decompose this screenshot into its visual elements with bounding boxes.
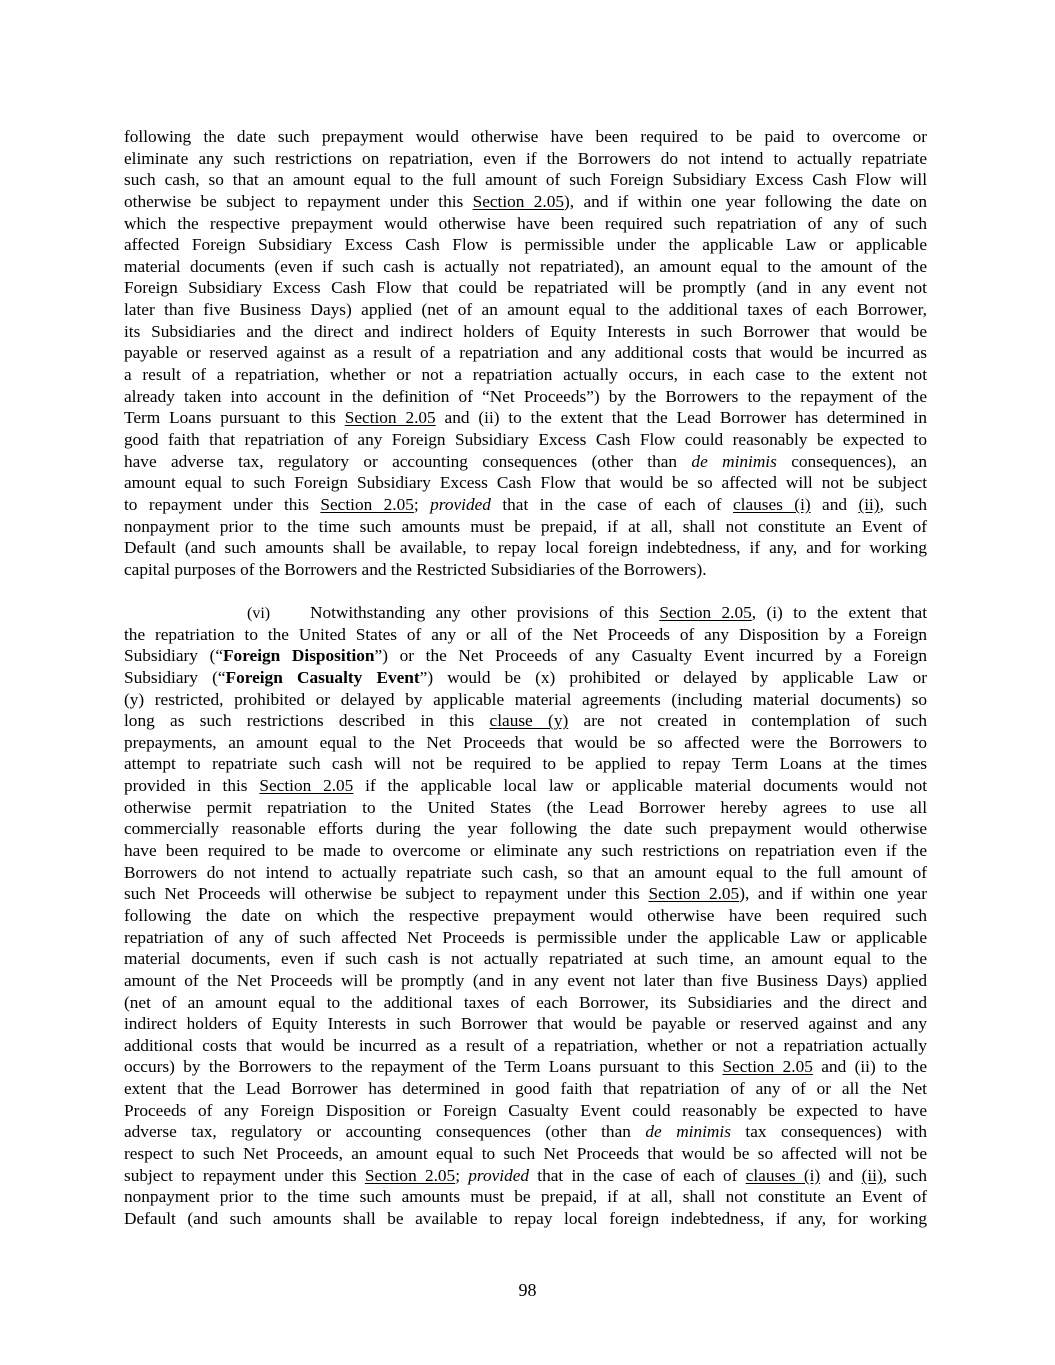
- cross-reference-link: (ii): [858, 494, 880, 514]
- text-line: [124, 818, 927, 840]
- text-run: payable or reserved against as a result of a repatriation and any additional costs that would be incurred as: [124, 343, 927, 363]
- text-run: ), and if within one year: [739, 884, 927, 904]
- text-run: respect to such Net Proceeds, an amount equal to such Net Proceeds that would be so affected will not be: [124, 1144, 927, 1164]
- text-line: [124, 948, 927, 970]
- text-line: [124, 1121, 927, 1143]
- text-line: [124, 1013, 927, 1035]
- text-line: [124, 126, 927, 148]
- text-run: material documents (even if such cash is actually not repatriated), an amount equal to the amount of the: [124, 256, 927, 276]
- text-line: [124, 1165, 927, 1187]
- cross-reference-link: Section 2.05: [320, 494, 414, 514]
- text-run: indirect holders of Equity Interests in such Borrower that would be payable or reserved against and any: [124, 1014, 927, 1034]
- text-line: [124, 1078, 927, 1100]
- text-line: [124, 559, 927, 581]
- text-run: (y) restricted, prohibited or delayed by applicable material agreements (including material documents) so: [124, 689, 927, 709]
- text-run: such Net Proceeds will otherwise be subject to repayment under this: [124, 884, 649, 904]
- text-run: good faith that repatriation of any Foreign Subsidiary Excess Cash Flow could reasonably be expected to: [124, 429, 927, 449]
- text-run: Proceeds of any Foreign Disposition or Foreign Casualty Event could reasonably be expected to have: [124, 1100, 927, 1120]
- text-line: [124, 645, 927, 667]
- text-line: [124, 256, 927, 278]
- text-line: [124, 797, 927, 819]
- text-line: [124, 321, 927, 343]
- text-line: [124, 234, 927, 256]
- text-line: [124, 299, 927, 321]
- clause-marker: (vi): [247, 605, 271, 622]
- text-line: [124, 710, 927, 732]
- text-line: [124, 213, 927, 235]
- text-line: [124, 1143, 927, 1165]
- cross-reference-link: Section 2.05: [259, 776, 354, 796]
- cross-reference-link: clauses (i): [745, 1165, 821, 1185]
- text-run: amount of the Net Proceeds will be promptly (and in any event not later than five Business Days) applied: [124, 970, 927, 990]
- cross-reference-link: (ii): [861, 1165, 883, 1185]
- text-run: occurs) by the Borrowers to the repayment of the Term Loans pursuant to this: [124, 1057, 723, 1077]
- text-line: [124, 537, 927, 559]
- text-run: later than five Business Days) applied (net of an amount equal to the additional taxes of each Borrower,: [124, 300, 927, 320]
- text-run: capital purposes of the Borrowers and the Restricted Subsidiaries of the Borrowers).: [124, 559, 707, 579]
- text-run: ), and if within one year following the date on: [564, 191, 927, 211]
- cross-reference-link: Section 2.05: [364, 1165, 456, 1185]
- text-run: (net of an amount equal to the additional taxes of each Borrower, its Subsidiaries and the direct and: [124, 992, 927, 1012]
- text-line: [124, 840, 927, 862]
- text-run: are not created in contemplation of such: [568, 711, 927, 731]
- page-number: 98: [518, 1280, 537, 1300]
- text-line: [124, 1056, 927, 1078]
- text-run: repatriation of any of such affected Net Proceeds is permissible under the applicable Law or applicable: [124, 927, 927, 947]
- italic-term: provided: [430, 494, 491, 514]
- text-line: [124, 667, 927, 689]
- text-run: nonpayment prior to the time such amounts must be prepaid, if at all, shall not constitute an Event of: [124, 516, 927, 536]
- text-line: [124, 970, 927, 992]
- text-run: Subsidiary (“: [124, 646, 223, 666]
- text-run: if the applicable local law or applicable material documents would not: [353, 776, 928, 796]
- text-run: and: [810, 494, 859, 514]
- italic-term: de minimis: [691, 451, 777, 471]
- cross-reference-link: clauses (i): [732, 494, 811, 514]
- text-run: extent that the Lead Borrower has determined in good faith that repatriation of any of or all the Net: [124, 1079, 927, 1099]
- text-run: have been required to be made to overcome or eliminate any such restrictions on repatriation even if the: [124, 841, 927, 861]
- paragraph-vi: [124, 602, 927, 1230]
- cross-reference-link: Section 2.05: [648, 884, 740, 904]
- text-run: such cash, so that an amount equal to the full amount of such Foreign Subsidiary Excess Cash Flow will: [124, 170, 927, 190]
- text-line: [124, 775, 927, 797]
- text-run: additional costs that would be incurred as a result of a repatriation, whether or not a repatriation actually: [124, 1035, 927, 1055]
- defined-term: Foreign Casualty Event: [225, 667, 420, 687]
- text-run: a result of a repatriation, whether or not a repatriation actually occurs, in each case to the extent not: [124, 365, 927, 385]
- text-run: Default (and such amounts shall be available to repay local foreign indebtedness, if any, for working: [124, 1208, 927, 1228]
- text-run: to repayment under this: [124, 494, 321, 514]
- italic-term: provided: [468, 1165, 530, 1185]
- text-line: [124, 494, 927, 516]
- text-line: [124, 1186, 927, 1208]
- text-line: [124, 277, 927, 299]
- text-run: Subsidiary (“: [124, 667, 226, 687]
- text-run: that in the case of each of: [490, 494, 733, 514]
- text-run: Term Loans pursuant to this: [124, 408, 345, 428]
- cross-reference-link: Section 2.05: [472, 191, 565, 211]
- text-run: material documents, even if such cash is not actually repatriated at such time, an amount equal to the: [124, 949, 927, 969]
- text-run: Notwithstanding any other provisions of this: [310, 603, 660, 622]
- text-run: amount equal to such Foreign Subsidiary Excess Cash Flow that would be so affected will not be subject: [124, 473, 927, 493]
- text-run: following the date on which the respective prepayment would otherwise have been required such: [124, 905, 927, 925]
- defined-term: Foreign Disposition: [223, 646, 375, 666]
- text-run: which the respective prepayment would otherwise have been required such repatriation of any of such: [124, 213, 927, 233]
- text-run: , such: [882, 1165, 927, 1185]
- text-line: [124, 862, 927, 884]
- text-line: [124, 472, 927, 494]
- italic-term: de minimis: [645, 1122, 731, 1142]
- text-run: adverse tax, regulatory or accounting consequences (other than: [124, 1122, 646, 1142]
- text-run: attempt to repatriate such cash will not be required to be applied to repay Term Loans at the times: [124, 754, 927, 774]
- text-run: Borrowers do not intend to actually repatriate such cash, so that an amount equal to the full amount of: [124, 862, 927, 882]
- text-run: affected Foreign Subsidiary Excess Cash Flow is permissible under the applicable Law or applicable: [124, 235, 927, 255]
- text-run: provided in this: [124, 776, 260, 796]
- cross-reference-link: Section 2.05: [722, 1057, 813, 1077]
- text-line: [124, 191, 927, 213]
- text-line: [124, 1100, 927, 1122]
- text-run: and (ii) to the extent that the Lead Borrower has determined in: [435, 408, 927, 428]
- cross-reference-link: Section 2.05: [659, 603, 752, 622]
- text-line: [124, 624, 927, 646]
- text-run: following the date such prepayment would otherwise have been required to be paid to overcome or: [124, 127, 927, 146]
- paragraph-continuation: [124, 126, 927, 580]
- text-run: Default (and such amounts shall be available, to repay local foreign indebtedness, if any, and for working: [124, 538, 927, 558]
- text-run: , such: [879, 494, 927, 514]
- text-run: prepayments, an amount equal to the Net Proceeds that would be so affected were the Borrowers to: [124, 732, 927, 752]
- text-run: long as such restrictions described in this: [124, 711, 490, 731]
- text-line: [124, 342, 927, 364]
- text-line: [124, 689, 927, 711]
- text-line: [124, 148, 927, 170]
- text-run: nonpayment prior to the time such amounts must be prepaid, if at all, shall not constitute an Event of: [124, 1187, 927, 1207]
- text-run: commercially reasonable efforts during the year following the date such prepayment would otherwise: [124, 819, 927, 839]
- text-run: Foreign Subsidiary Excess Cash Flow that could be repatriated will be promptly (and in any event not: [124, 278, 927, 298]
- text-run: otherwise be subject to repayment under this: [124, 191, 473, 211]
- text-line: [124, 992, 927, 1014]
- text-line: [124, 883, 927, 905]
- text-run: ;: [455, 1165, 469, 1185]
- text-run: have adverse tax, regulatory or accounting consequences (other than: [124, 451, 692, 471]
- text-line: [124, 732, 927, 754]
- text-run: and: [820, 1165, 862, 1185]
- text-line: [124, 429, 927, 451]
- text-line: [124, 905, 927, 927]
- text-run: ”) or the Net Proceeds of any Casualty Event incurred by a Foreign: [374, 646, 927, 666]
- text-line: [124, 451, 927, 473]
- text-run: the repatriation to the United States of any or all of the Net Proceeds of any Disposition by a Foreign: [124, 624, 927, 644]
- text-run: eliminate any such restrictions on repatriation, even if the Borrowers do not intend to actually repatriate: [124, 148, 927, 168]
- text-line: [124, 364, 927, 386]
- text-run: tax consequences) with: [730, 1122, 928, 1142]
- text-line: [124, 602, 927, 624]
- text-run: its Subsidiaries and the direct and indirect holders of Equity Interests in such Borrower that would be: [124, 321, 927, 341]
- text-line: [124, 386, 927, 408]
- text-run: , (i) to the extent that: [751, 603, 927, 622]
- text-line: [124, 407, 927, 429]
- text-run: and (ii) to the: [812, 1057, 927, 1077]
- text-run: otherwise permit repatriation to the United States (the Lead Borrower hereby agrees to use all: [124, 797, 927, 817]
- cross-reference-link: clause (y): [489, 711, 569, 731]
- cross-reference-link: Section 2.05: [344, 408, 436, 428]
- text-run: ;: [413, 494, 431, 514]
- text-line: [124, 927, 927, 949]
- text-run: already taken into account in the definition of “Net Proceeds”) by the Borrowers to the repayment of the: [124, 386, 927, 406]
- text-run: that in the case of each of: [529, 1165, 746, 1185]
- text-line: [124, 1035, 927, 1057]
- text-run: subject to repayment under this: [124, 1165, 365, 1185]
- text-line: [124, 516, 927, 538]
- text-line: [124, 753, 927, 775]
- text-line: [124, 169, 927, 191]
- text-run: consequences), an: [776, 451, 927, 471]
- text-run: ”) would be (x) prohibited or delayed by applicable Law or: [419, 667, 928, 687]
- text-line: [124, 1208, 927, 1230]
